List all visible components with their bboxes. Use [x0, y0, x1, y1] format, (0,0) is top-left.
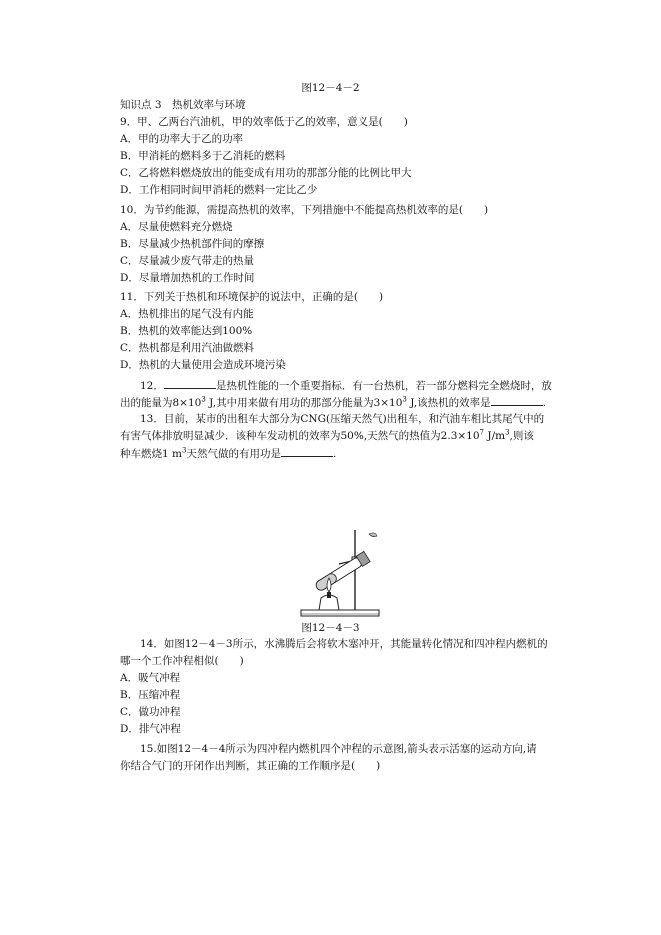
question-14-option-c: C．做功冲程	[120, 706, 181, 718]
question-15-line-2: 你结合气门的开闭作出判断，其正确的工作顺序是( )	[120, 760, 381, 772]
question-11-option-d: D．热机的大量使用会造成环境污染	[120, 359, 286, 371]
question-9-option-a: A．甲的功率大于乙的功率	[120, 133, 244, 145]
question-14-line-2: 哪一个工作冲程相似( )	[120, 655, 244, 667]
question-13-line-1: 13．目前，某市的出租车大部分为CNG(压缩天然气)出租车，和汽油车相比其尾气中的	[140, 413, 545, 425]
question-11-option-b: B．热机的效率能达到100%	[120, 325, 253, 337]
question-9-stem: 9．甲、乙两台汽油机，甲的效率低于乙的效率，意义是( )	[120, 116, 408, 128]
question-11-option-c: C．热机都是利用汽油做燃料	[120, 342, 255, 354]
question-9-option-b: B．甲消耗的燃料多于乙消耗的燃料	[120, 150, 286, 162]
question-11-stem: 11．下列关于热机和环境保护的说法中，正确的是( )	[120, 291, 384, 303]
figure-caption-12-4-2: 图12－4－2	[301, 82, 360, 94]
question-9-option-c: C．乙将燃料燃烧放出的能变成有用功的那部分能的比例比甲大	[120, 167, 412, 179]
figure-12-4-3-test-tube-heating	[299, 526, 381, 618]
question-10-option-d: D．尽量增加热机的工作时间	[120, 272, 255, 284]
question-13-line-2: 有害气体排放明显减少．该种车发动机的效率为50%,天然气的热值为$2.3\times 10^7$ $J/m^3$,则该	[120, 428, 534, 442]
figure-caption-12-4-3: 图12－4－3	[301, 622, 360, 634]
answer-blank	[281, 446, 333, 457]
question-12-line-2: 出的能量为$8\times 10^3$ J,其中用来做有用功的那部分能量为$3\times 10^3$ J,该热机的效率是 .	[120, 395, 547, 409]
section-heading: 知识点 3 热机效率与环境	[120, 99, 246, 111]
question-12-line-1: 12． 是热机性能的一个重要指标．有一台热机，若一部分燃料完全燃烧时，放	[140, 380, 552, 392]
question-10-option-a: A．尽量使燃料充分燃烧	[120, 221, 233, 233]
answer-blank	[491, 395, 543, 406]
question-9-option-d: D．工作相同时间甲消耗的燃料一定比乙少	[120, 184, 318, 196]
question-10-option-c: C．尽量减少废气带走的热量	[120, 255, 255, 267]
question-15-line-1: 15.如图12－4－4所示为四冲程内燃机四个冲程的示意图,箭头表示活塞的运动方向,请	[140, 743, 537, 755]
question-10-option-b: B．尽量减少热机部件间的摩擦	[120, 238, 265, 250]
answer-blank	[164, 378, 216, 389]
question-14-option-b: B．压缩冲程	[120, 689, 181, 701]
question-10-stem: 10．为节约能源，需提高热机的效率，下列措施中不能提高热机效率的是( )	[120, 204, 489, 216]
question-13-line-3: 种车燃烧1 $m^3$天然气做的有用功是 .	[120, 446, 337, 460]
question-11-option-a: A．热机排出的尾气没有内能	[120, 308, 254, 320]
question-14-option-a: A．吸气冲程	[120, 672, 181, 684]
question-14-line-1: 14．如图12－4－3所示，水沸腾后会将软木塞冲开，其能量转化情况和四冲程内燃机的	[140, 638, 548, 650]
question-14-option-d: D．排气冲程	[120, 723, 181, 735]
